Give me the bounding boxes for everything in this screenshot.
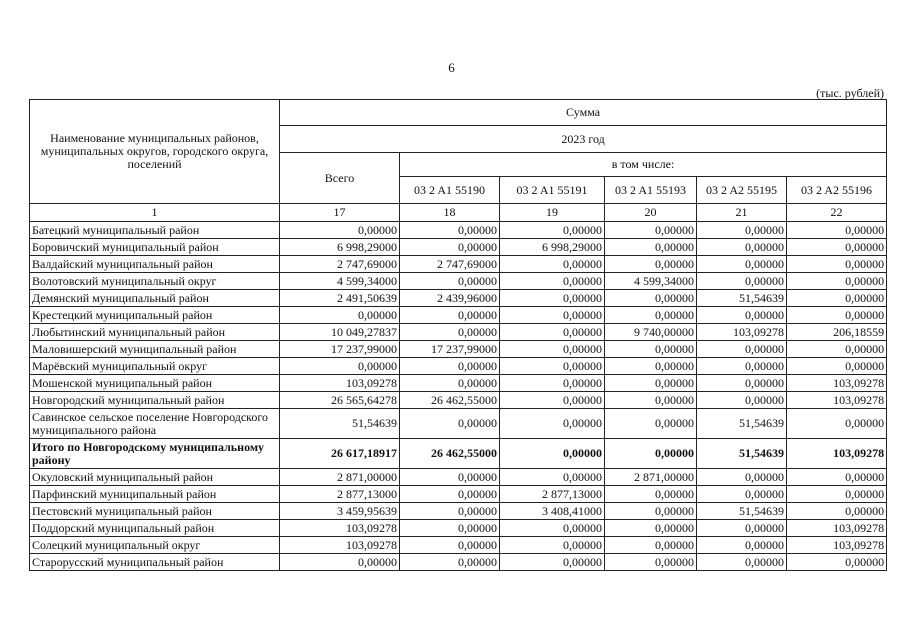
cell-value: 0,00000 [697,375,787,392]
cell-value: 2 877,13000 [500,486,605,503]
cell-value: 0,00000 [500,554,605,571]
cell-value: 0,00000 [605,392,697,409]
cell-value: 51,54639 [697,503,787,520]
cell-value: 26 462,55000 [400,392,500,409]
cell-value: 3 408,41000 [500,503,605,520]
cell-value: 0,00000 [697,358,787,375]
cell-value: 2 871,00000 [605,469,697,486]
cell-value: 0,00000 [605,409,697,439]
row-name: Пестовский муниципальный район [30,503,280,520]
cell-value: 0,00000 [697,486,787,503]
cell-value: 0,00000 [605,256,697,273]
cell-value: 0,00000 [400,409,500,439]
cell-value: 0,00000 [400,486,500,503]
table-row [30,222,887,239]
cell-value: 2 877,13000 [280,486,400,503]
cell-value: 0,00000 [500,537,605,554]
row-name: Мошенской муниципальный район [30,375,280,392]
cell-value: 0,00000 [500,307,605,324]
cell-value: 0,00000 [787,290,887,307]
cell-value: 0,00000 [400,520,500,537]
cell-value: 0,00000 [500,409,605,439]
cell-value: 103,09278 [280,537,400,554]
cell-value: 0,00000 [500,439,605,469]
cell-value: 0,00000 [400,239,500,256]
cell-value: 0,00000 [500,290,605,307]
header-total: Всего [280,153,400,204]
cell-value: 0,00000 [500,273,605,290]
cell-value: 0,00000 [787,554,887,571]
cell-value: 6 998,29000 [280,239,400,256]
cell-value: 2 439,96000 [400,290,500,307]
cell-value: 2 747,69000 [400,256,500,273]
table-row [30,469,887,486]
cell-value: 0,00000 [787,469,887,486]
cell-value: 0,00000 [605,554,697,571]
row-name: Волотовский муниципальный округ [30,273,280,290]
cell-value: 0,00000 [500,222,605,239]
cell-value: 26 462,55000 [400,439,500,469]
header-including: в том числе: [400,153,887,177]
cell-value: 0,00000 [400,554,500,571]
column-number: 19 [500,204,605,222]
row-name: Парфинский муниципальный район [30,486,280,503]
row-name: Поддорский муниципальный район [30,520,280,537]
table-row [30,307,887,324]
cell-value: 26 617,18917 [280,439,400,469]
cell-value: 103,09278 [280,520,400,537]
table-row [30,239,887,256]
row-name: Крестецкий муниципальный район [30,307,280,324]
cell-value: 0,00000 [697,537,787,554]
cell-value: 0,00000 [787,358,887,375]
cell-value: 0,00000 [697,341,787,358]
header-name-column: Наименование муниципальных районов, муниципальных округов, городского округа, поселений [30,100,280,204]
cell-value: 0,00000 [787,239,887,256]
cell-value: 2 871,00000 [280,469,400,486]
table-row [30,290,887,307]
cell-value: 0,00000 [697,256,787,273]
header-code: 03 2 A1 55193 [605,177,697,204]
cell-value: 0,00000 [400,307,500,324]
cell-value: 103,09278 [280,375,400,392]
cell-value: 0,00000 [787,341,887,358]
cell-value: 9 740,00000 [605,324,697,341]
row-name: Демянский муниципальный район [30,290,280,307]
cell-value: 0,00000 [787,222,887,239]
table-row [30,554,887,571]
cell-value: 0,00000 [605,503,697,520]
cell-value: 10 049,27837 [280,324,400,341]
cell-value: 0,00000 [697,222,787,239]
cell-value: 0,00000 [280,222,400,239]
cell-value: 0,00000 [605,290,697,307]
cell-value: 0,00000 [400,503,500,520]
cell-value: 0,00000 [500,469,605,486]
cell-value: 0,00000 [605,341,697,358]
table-row [30,520,887,537]
column-number: 22 [787,204,887,222]
cell-value: 0,00000 [787,486,887,503]
cell-value: 103,09278 [787,439,887,469]
cell-value: 0,00000 [787,273,887,290]
cell-value: 0,00000 [787,503,887,520]
table-row [30,324,887,341]
row-name: Солецкий муниципальный округ [30,537,280,554]
cell-value: 0,00000 [605,239,697,256]
cell-value: 0,00000 [400,273,500,290]
cell-value: 0,00000 [605,222,697,239]
cell-value: 0,00000 [500,520,605,537]
column-number-row [30,204,887,222]
cell-value: 0,00000 [500,392,605,409]
cell-value: 0,00000 [697,554,787,571]
cell-value: 51,54639 [697,290,787,307]
row-name: Савинское сельское поселение Новгородского муниципального района [30,409,280,439]
cell-value: 2 747,69000 [280,256,400,273]
cell-value: 0,00000 [400,324,500,341]
table-row [30,537,887,554]
cell-value: 103,09278 [787,375,887,392]
cell-value: 0,00000 [605,439,697,469]
table-row [30,486,887,503]
table-row [30,439,887,469]
cell-value: 51,54639 [697,409,787,439]
row-name: Любытинский муниципальный район [30,324,280,341]
column-number: 21 [697,204,787,222]
units-label: (тыс. рублей) [816,86,884,100]
cell-value: 51,54639 [280,409,400,439]
row-name: Окуловский муниципальный район [30,469,280,486]
cell-value: 0,00000 [280,307,400,324]
data-table [29,99,887,571]
cell-value: 17 237,99000 [400,341,500,358]
cell-value: 0,00000 [697,273,787,290]
table-row [30,375,887,392]
row-name: Новгородский муниципальный район [30,392,280,409]
cell-value: 0,00000 [400,469,500,486]
cell-value: 0,00000 [400,222,500,239]
cell-value: 4 599,34000 [280,273,400,290]
cell-value: 0,00000 [697,239,787,256]
cell-value: 0,00000 [500,341,605,358]
header-code: 03 2 A1 55191 [500,177,605,204]
cell-value: 0,00000 [605,537,697,554]
header-code: 03 2 A2 55195 [697,177,787,204]
cell-value: 206,18559 [787,324,887,341]
column-number: 18 [400,204,500,222]
cell-value: 3 459,95639 [280,503,400,520]
cell-value: 103,09278 [697,324,787,341]
cell-value: 0,00000 [697,307,787,324]
cell-value: 0,00000 [605,375,697,392]
column-number: 17 [280,204,400,222]
header-year: 2023 год [280,126,887,153]
cell-value: 0,00000 [787,256,887,273]
cell-value: 6 998,29000 [500,239,605,256]
row-name: Боровичский муниципальный район [30,239,280,256]
row-name: Марёвский муниципальный округ [30,358,280,375]
header-code: 03 2 A2 55196 [787,177,887,204]
cell-value: 0,00000 [280,358,400,375]
cell-value: 0,00000 [500,256,605,273]
cell-value: 0,00000 [787,409,887,439]
cell-value: 51,54639 [697,439,787,469]
table-row [30,273,887,290]
table-row [30,341,887,358]
cell-value: 0,00000 [605,358,697,375]
row-name: Старорусский муниципальный район [30,554,280,571]
cell-value: 0,00000 [280,554,400,571]
cell-value: 26 565,64278 [280,392,400,409]
table-row [30,409,887,439]
cell-value: 0,00000 [500,375,605,392]
cell-value: 103,09278 [787,392,887,409]
cell-value: 0,00000 [787,307,887,324]
cell-value: 0,00000 [400,537,500,554]
cell-value: 103,09278 [787,537,887,554]
row-name: Маловишерский муниципальный район [30,341,280,358]
cell-value: 0,00000 [697,469,787,486]
cell-value: 2 491,50639 [280,290,400,307]
cell-value: 0,00000 [500,358,605,375]
cell-value: 0,00000 [697,520,787,537]
header-code: 03 2 A1 55190 [400,177,500,204]
row-name: Валдайский муниципальный район [30,256,280,273]
table-row [30,358,887,375]
row-name: Итого по Новгородскому муниципальному району [30,439,280,469]
column-number: 1 [30,204,280,222]
cell-value: 0,00000 [697,392,787,409]
column-number: 20 [605,204,697,222]
table-row [30,256,887,273]
page-number: 6 [448,60,455,75]
header-sum: Сумма [280,100,887,126]
cell-value: 17 237,99000 [280,341,400,358]
table-row [30,503,887,520]
cell-value: 0,00000 [400,358,500,375]
table-row [30,392,887,409]
cell-value: 0,00000 [605,520,697,537]
row-name: Батецкий муниципальный район [30,222,280,239]
cell-value: 0,00000 [605,486,697,503]
cell-value: 0,00000 [605,307,697,324]
cell-value: 0,00000 [400,375,500,392]
cell-value: 0,00000 [500,324,605,341]
cell-value: 103,09278 [787,520,887,537]
cell-value: 4 599,34000 [605,273,697,290]
